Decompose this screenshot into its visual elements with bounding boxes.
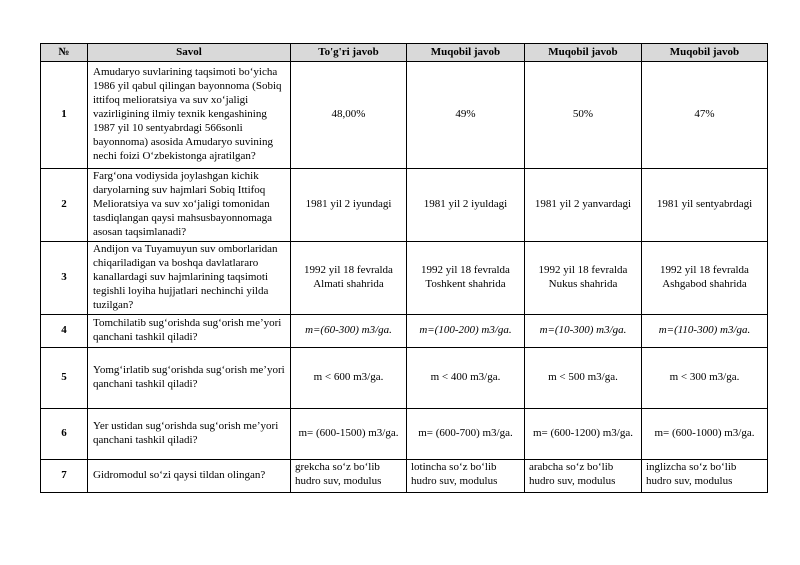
header-alt-answer-1: Muqobil javob bbox=[407, 44, 525, 62]
question-cell: Gidromodul so‘zi qaysi tildan olingan? bbox=[88, 460, 291, 493]
alt-answer-cell: arabcha so‘z bo‘lib hudro suv, modulus bbox=[525, 460, 642, 493]
header-alt-answer-3: Muqobil javob bbox=[642, 44, 768, 62]
alt-answer-cell: inglizcha so‘z bo‘lib hudro suv, modulus bbox=[642, 460, 768, 493]
correct-answer-cell: m=(60-300) m3/ga. bbox=[291, 315, 407, 348]
header-row bbox=[41, 44, 768, 62]
row-number: 1 bbox=[41, 62, 88, 169]
question-cell: Andijon va Tuyamuyun suv omborlaridan chiqariladigan va boshqa davlatlararo kanallardagi suv hajmlarining taqsimoti tegishli loyiha hujjatlari nechinchi yilda tuzilgan? bbox=[88, 242, 291, 315]
table-row bbox=[41, 409, 768, 460]
row-number: 4 bbox=[41, 315, 88, 348]
alt-answer-cell: 1981 yil 2 yanvardagi bbox=[525, 169, 642, 242]
row-number: 6 bbox=[41, 409, 88, 460]
alt-answer-cell: m= (600-1000) m3/ga. bbox=[642, 409, 768, 460]
question-cell: Tomchilatib sug‘orishda sug‘orish me’yori qanchani tashkil qiladi? bbox=[88, 315, 291, 348]
alt-answer-cell: m= (600-700) m3/ga. bbox=[407, 409, 525, 460]
table-row bbox=[41, 169, 768, 242]
alt-answer-cell: m < 300 m3/ga. bbox=[642, 348, 768, 409]
alt-answer-cell: 50% bbox=[525, 62, 642, 169]
table-row bbox=[41, 315, 768, 348]
correct-answer-cell: 1981 yil 2 iyundagi bbox=[291, 169, 407, 242]
row-number: 2 bbox=[41, 169, 88, 242]
header-correct-answer: To'g'ri javob bbox=[291, 44, 407, 62]
question-cell: Amudaryo suvlarining taqsimoti bo‘yicha 1986 yil qabul qilingan bayonnoma (Sobiq ittifoq melioratsiya va suv xo‘jaligi vazirligining ilmiy texnik kengashining 1987 yil 10 sentyabrdagi 566sonli bayonnoma) asosida Amudaryo suvining nechi foizi O‘zbekistonga ajratilgan? bbox=[88, 62, 291, 169]
alt-answer-cell: 1981 yil 2 iyuldagi bbox=[407, 169, 525, 242]
table-row bbox=[41, 242, 768, 315]
alt-answer-cell: 47% bbox=[642, 62, 768, 169]
correct-answer-cell: 48,00% bbox=[291, 62, 407, 169]
table-row bbox=[41, 460, 768, 493]
question-cell: Yomg‘irlatib sug‘orishda sug‘orish me’yori qanchani tashkil qiladi? bbox=[88, 348, 291, 409]
alt-answer-cell: m=(100-200) m3/ga. bbox=[407, 315, 525, 348]
alt-answer-cell: 1992 yil 18 fevralda Nukus shahrida bbox=[525, 242, 642, 315]
question-cell: Farg‘ona vodiysida joylashgan kichik daryolarning suv hajmlari Sobiq Ittifoq Melioratsiya va suv xo‘jaligi tomonidan tasdiqlangan qaysi mahsusbayonnomaga asosan taqsimlanadi? bbox=[88, 169, 291, 242]
alt-answer-cell: 49% bbox=[407, 62, 525, 169]
alt-answer-cell: lotincha so‘z bo‘lib hudro suv, modulus bbox=[407, 460, 525, 493]
correct-answer-cell: 1992 yil 18 fevralda Almati shahrida bbox=[291, 242, 407, 315]
correct-answer-cell: m= (600-1500) m3/ga. bbox=[291, 409, 407, 460]
alt-answer-cell: 1992 yil 18 fevralda Ashgabod shahrida bbox=[642, 242, 768, 315]
alt-answer-cell: m= (600-1200) m3/ga. bbox=[525, 409, 642, 460]
alt-answer-cell: m=(110-300) m3/ga. bbox=[642, 315, 768, 348]
row-number: 3 bbox=[41, 242, 88, 315]
table-row bbox=[41, 348, 768, 409]
alt-answer-cell: 1981 yil sentyabrdagi bbox=[642, 169, 768, 242]
alt-answer-cell: m=(10-300) m3/ga. bbox=[525, 315, 642, 348]
correct-answer-cell: grekcha so‘z bo‘lib hudro suv, modulus bbox=[291, 460, 407, 493]
alt-answer-cell: 1992 yil 18 fevralda Toshkent shahrida bbox=[407, 242, 525, 315]
quiz-table bbox=[40, 43, 768, 493]
row-number: 7 bbox=[41, 460, 88, 493]
header-number: № bbox=[41, 44, 88, 62]
header-question: Savol bbox=[88, 44, 291, 62]
table-row bbox=[41, 62, 768, 169]
header-alt-answer-2: Muqobil javob bbox=[525, 44, 642, 62]
question-cell: Yer ustidan sug‘orishda sug‘orish me’yori qanchani tashkil qiladi? bbox=[88, 409, 291, 460]
row-number: 5 bbox=[41, 348, 88, 409]
alt-answer-cell: m < 500 m3/ga. bbox=[525, 348, 642, 409]
alt-answer-cell: m < 400 m3/ga. bbox=[407, 348, 525, 409]
correct-answer-cell: m < 600 m3/ga. bbox=[291, 348, 407, 409]
